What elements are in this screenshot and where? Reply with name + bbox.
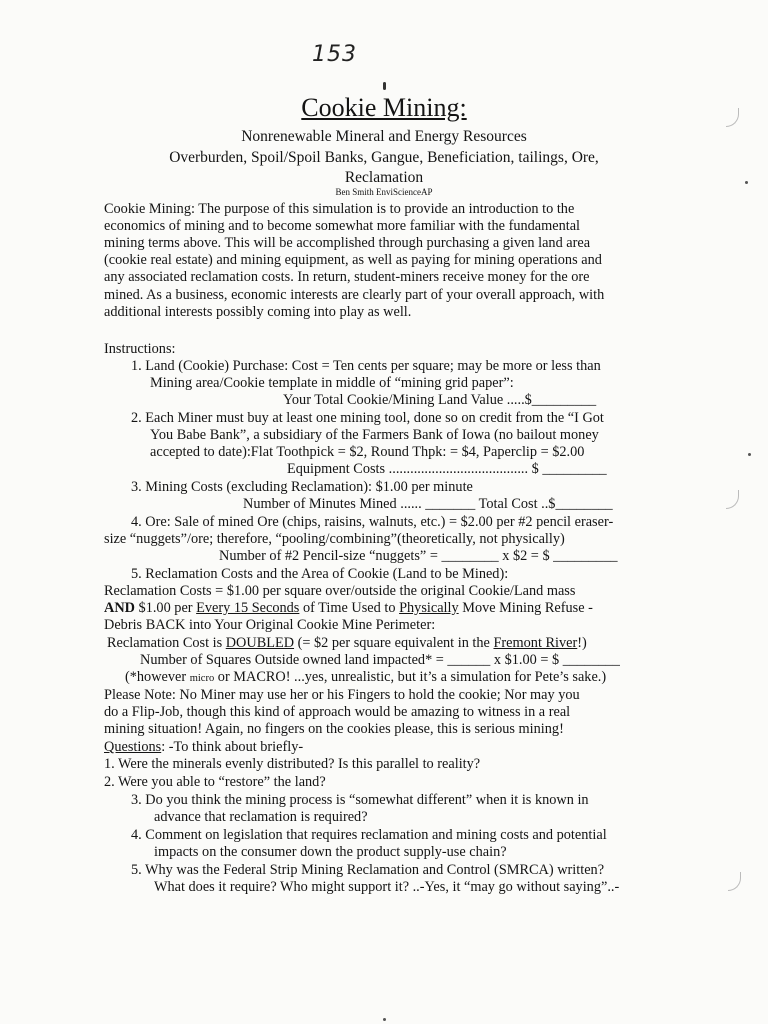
subtitle-line-2: Overburden, Spoil/Spoil Banks, Gangue, Beneficiation, tailings, Ore,	[169, 149, 599, 166]
note-line: mining situation! Again, no fingers on the cookies please, this is serious mining!	[104, 721, 564, 737]
underlined-text: Physically	[399, 600, 459, 616]
ore-nuggets-blank: Number of #2 Pencil-size “nuggets” = ________ x $2 = $ _________	[219, 548, 618, 564]
instruction-4-line: size “nuggets”/ore; therefore, “pooling/combining”(theoretically, not physically)	[104, 531, 565, 547]
underlined-text: Every 15 Seconds	[196, 600, 300, 616]
subtitle-line-1: Nonrenewable Mineral and Energy Resources	[241, 128, 527, 145]
instruction-4-line: 4. Ore: Sale of mined Ore (chips, raisins, walnuts, etc.) = $2.00 per #2 pencil eraser-	[131, 514, 614, 530]
question-line: 5. Why was the Federal Strip Mining Reclamation and Control (SMRCA) written?	[131, 862, 605, 878]
instruction-5-line	[104, 600, 593, 617]
note-line: do a Flip-Job, though this kind of approach would be amazing to witness in a real	[104, 704, 571, 720]
instruction-5-line: 5. Reclamation Costs and the Area of Cookie (Land to be Mined):	[131, 566, 509, 582]
instructions-heading: Instructions:	[104, 341, 176, 357]
questions-heading	[104, 739, 303, 756]
subtitle-line-3: Reclamation	[344, 169, 424, 186]
questions-label: Questions	[104, 739, 162, 755]
instruction-1-line: Mining area/Cookie template in middle of “mining grid paper”:	[150, 375, 514, 391]
intro-line: mined. As a business, economic interests are clearly part of your overall approach, with	[104, 287, 605, 303]
intro-line: (cookie real estate) and mining equipment, as well as paying for mining operations and	[104, 252, 602, 268]
small-text: micro	[189, 673, 215, 684]
instruction-3-line: 3. Mining Costs (excluding Reclamation): $1.00 per minute	[131, 479, 473, 495]
equipment-costs-blank: Equipment Costs ....................................... $ _________	[287, 461, 607, 477]
instruction-5-line	[107, 635, 587, 652]
instruction-2-line: You Babe Bank”, a subsidiary of the Farmers Bank of Iowa (no bailout money	[150, 427, 599, 443]
speck-mark	[748, 453, 751, 456]
speck-mark	[383, 1018, 386, 1021]
question-line: advance that reclamation is required?	[154, 809, 368, 825]
instruction-5-line: Reclamation Costs = $1.00 per square over/outside the original Cookie/Land mass	[104, 583, 576, 599]
hole-punch-mark	[726, 108, 739, 127]
speck-mark	[745, 181, 748, 184]
instruction-5-line	[125, 669, 606, 687]
text-run: Reclamation Cost is	[107, 635, 226, 651]
intro-line: additional interests possibly coming into play as well.	[104, 304, 412, 320]
instruction-2-line: accepted to date):Flat Toothpick = $2, Round Thpk: = $4, Paperclip = $2.00	[150, 444, 585, 460]
underlined-text: Fremont River	[493, 635, 578, 651]
land-value-blank: Your Total Cookie/Mining Land Value .....$_________	[283, 392, 597, 408]
bold-and: AND	[104, 600, 135, 616]
intro-line: any associated reclamation costs. In return, student-miners receive money for the ore	[104, 269, 590, 285]
question-line: 2. Were you able to “restore” the land?	[104, 774, 326, 790]
text-run: of Time Used to	[299, 600, 400, 616]
reclamation-squares-blank: Number of Squares Outside owned land impacted* = ______ x $1.00 = $ ________	[140, 652, 620, 668]
intro-line: Cookie Mining: The purpose of this simulation is to provide an introduction to the	[104, 201, 575, 217]
handwritten-page-number: 153	[312, 42, 357, 67]
question-line: 3. Do you think the mining process is “somewhat different” when it is known in	[131, 792, 589, 808]
question-line: 1. Were the minerals evenly distributed? Is this parallel to reality?	[104, 756, 481, 772]
underlined-text: DOUBLED	[225, 635, 295, 651]
question-line: 4. Comment on legislation that requires reclamation and mining costs and potential	[131, 827, 607, 843]
text-run: : -To think about briefly-	[161, 739, 304, 755]
note-line: Please Note: No Miner may use her or his Fingers to hold the cookie; Nor may you	[104, 687, 580, 703]
document-title: Cookie Mining:	[301, 93, 467, 122]
pen-mark	[383, 82, 386, 90]
intro-line: mining terms above. This will be accomplished through purchasing a given land area	[104, 235, 591, 251]
author-credit: Ben Smith EnviScienceAP	[335, 187, 433, 197]
text-run: $1.00 per	[134, 600, 197, 616]
instruction-1-line: 1. Land (Cookie) Purchase: Cost = Ten cents per square; may be more or less than	[131, 358, 601, 374]
text-run: Move Mining Refuse -	[458, 600, 593, 616]
mining-cost-blank: Number of Minutes Mined ...... _______ Total Cost ..$________	[243, 496, 613, 512]
instruction-5-line: Debris BACK into Your Original Cookie Mine Perimeter:	[104, 617, 436, 633]
intro-line: economics of mining and to become somewhat more familiar with the fundamental	[104, 218, 581, 234]
question-line: What does it require? Who might support it? ..-Yes, it “may go without saying”..-	[154, 879, 620, 895]
text-run: (*however	[125, 669, 190, 685]
instruction-2-line: 2. Each Miner must buy at least one mining tool, done so on credit from the “I Got	[131, 410, 604, 426]
text-run: (= $2 per square equivalent in the	[294, 635, 494, 651]
text-run: or MACRO! ...yes, unrealistic, but it’s a simulation for Pete’s sake.)	[214, 669, 607, 685]
question-line: impacts on the consumer down the product supply-use chain?	[154, 844, 507, 860]
text-run: !)	[577, 635, 587, 651]
hole-punch-mark	[728, 872, 741, 891]
hole-punch-mark	[726, 490, 739, 509]
